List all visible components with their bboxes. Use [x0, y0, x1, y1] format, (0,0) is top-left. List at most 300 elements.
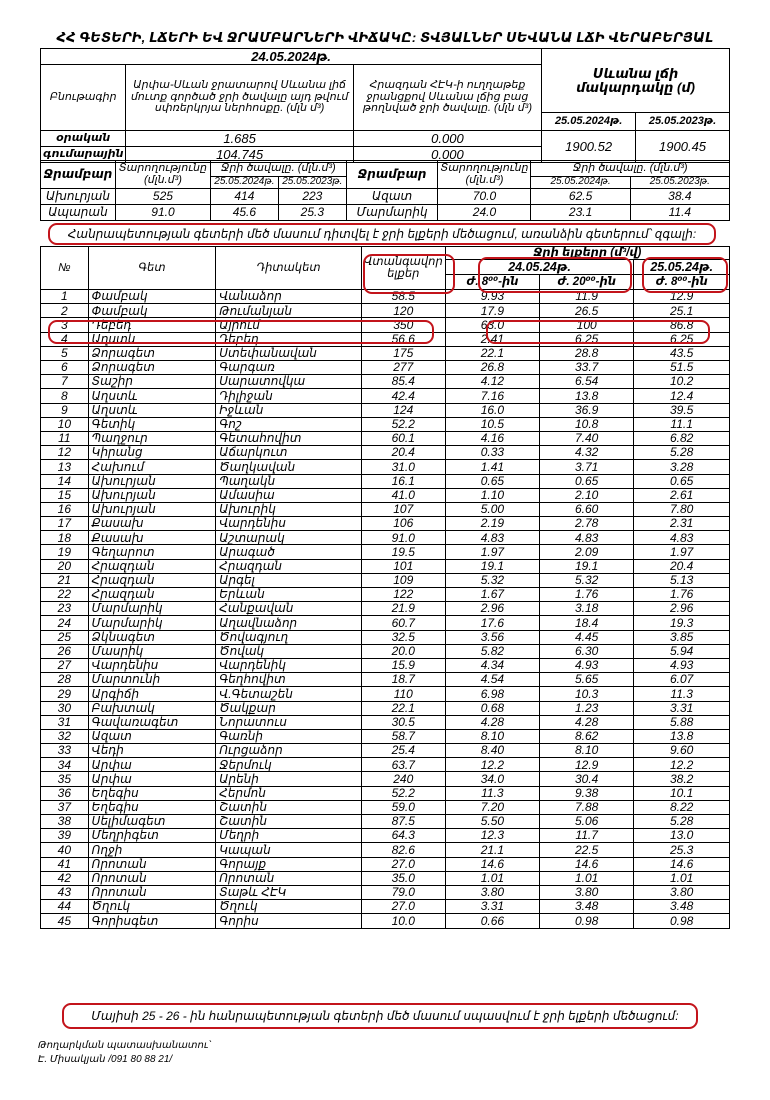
station-name: Ծակքար: [216, 701, 362, 715]
threshold-flow: 350: [361, 318, 445, 332]
river-name: Ախուրյան: [88, 474, 216, 488]
row-number: 21: [41, 573, 89, 587]
sevan-date: 24.05.2024թ.: [41, 49, 542, 65]
flow-24-morning: 6.98: [445, 687, 539, 701]
table-row: [41, 531, 730, 545]
row-cumulative-label: գումարային: [41, 147, 126, 163]
reservoir-volume-2023: 223: [278, 189, 346, 205]
flow-24-evening: 5.32: [540, 573, 634, 587]
level-date-2023: 25.05.2023թ.: [636, 113, 730, 131]
flow-25-morning: 5.88: [634, 715, 730, 729]
table-row: [41, 829, 730, 843]
threshold-flow: 109: [361, 573, 445, 587]
threshold-flow: 10.0: [361, 914, 445, 928]
flow-24-morning: 26.8: [445, 361, 539, 375]
row-number: 34: [41, 758, 89, 772]
volume-date-2023-2: 25.05.2023թ.: [630, 177, 729, 189]
table-row: [41, 687, 730, 701]
document-title: ՀՀ ԳԵՏԵՐԻ, ԼՃԵՐԻ ԵՎ ՋՐԱՄԲԱՐՆԵՐԻ ՎԻՃԱԿԸ: ՏՎՅԱԼՆԵՐ ՍԵՎԱՆԱ ԼՃԻ ՎԵՐԱԲԵՐՅԱԼ: [56, 30, 714, 45]
river-name: Որոտան: [88, 871, 216, 885]
river-name: Գորիսգետ: [88, 914, 216, 928]
table-row: [41, 545, 730, 559]
table-row: [41, 375, 730, 389]
river-name: Հրազդան: [88, 573, 216, 587]
station-name: Հանքավան: [216, 602, 362, 616]
threshold-flow: 64.3: [361, 829, 445, 843]
river-name: Հախում: [88, 460, 216, 474]
row-number: 12: [41, 446, 89, 460]
flow-25-morning: 11.3: [634, 687, 730, 701]
flow-25-morning: 38.2: [634, 772, 730, 786]
table-row: [41, 616, 730, 630]
table-row: [41, 772, 730, 786]
table-row: [41, 446, 730, 460]
threshold-flow: 175: [361, 346, 445, 360]
flow-24-evening: 4.32: [540, 446, 634, 460]
threshold-flow: 20.4: [361, 446, 445, 460]
threshold-flow: 63.7: [361, 758, 445, 772]
table-row: [41, 729, 730, 743]
row-number: 20: [41, 559, 89, 573]
reservoir-name: Ախուրյան: [41, 189, 116, 205]
flow-25-morning: 13.0: [634, 829, 730, 843]
row-number: 39: [41, 829, 89, 843]
highlight-row-3-left: [48, 320, 434, 344]
reservoir-volume-2023: 11.4: [630, 205, 729, 221]
flow-25-morning: 0.65: [634, 474, 730, 488]
highlight-row-3-right: [486, 320, 710, 344]
row-number: 8: [41, 389, 89, 403]
table-row: [41, 644, 730, 658]
river-name: Ազատ: [88, 729, 216, 743]
flow-24-morning: 10.5: [445, 417, 539, 431]
flow-24-morning: 7.20: [445, 800, 539, 814]
row-number: 10: [41, 417, 89, 431]
threshold-flow: 87.5: [361, 815, 445, 829]
river-name: Ձկնագետ: [88, 630, 216, 644]
threshold-flow: 42.4: [361, 389, 445, 403]
river-name: Տաշիր: [88, 375, 216, 389]
station-name: Գոշ: [216, 417, 362, 431]
hrazdan-cumulative: 0.000: [353, 147, 541, 163]
table-row: [41, 885, 730, 899]
highlight-note-top: [48, 223, 716, 245]
station-name: Երևան: [216, 588, 362, 602]
river-name: Գեղարոտ: [88, 545, 216, 559]
flow-24-evening: 4.83: [540, 531, 634, 545]
flow-24-evening: 6.30: [540, 644, 634, 658]
flow-time-1: ժ. 8⁰⁰-ին: [445, 275, 539, 290]
river-name: Արգիճի: [88, 687, 216, 701]
station-name: Տաթև ՀԷԿ: [216, 885, 362, 899]
flow-25-morning: 51.5: [634, 361, 730, 375]
river-name: Սելիմագետ: [88, 815, 216, 829]
river-name: Դեբեդ: [88, 318, 216, 332]
station-name: Ծովակ: [216, 644, 362, 658]
volume-header-2: Ջրի ծավալը. (մլն.մ³): [531, 161, 730, 177]
reservoir-capacity: 70.0: [438, 189, 531, 205]
flow-25-morning: 10.2: [634, 375, 730, 389]
flow-24-evening: 13.8: [540, 389, 634, 403]
station-name: Հրազդան: [216, 559, 362, 573]
table-row: [41, 417, 730, 431]
flow-24-evening: 8.10: [540, 744, 634, 758]
flow-24-morning: 63.0: [445, 318, 539, 332]
river-name: Որոտան: [88, 857, 216, 871]
sevan-level-2023: 1900.45: [636, 131, 730, 163]
reservoir-volume-2024: 414: [210, 189, 278, 205]
footer-responsible-label: Թողարկման պատասխանատու՝: [38, 1040, 211, 1051]
table-row: [41, 715, 730, 729]
flow-date-2: 25.05.24թ.: [634, 260, 730, 275]
river-name: Մարմարիկ: [88, 616, 216, 630]
row-number: 35: [41, 772, 89, 786]
flow-24-evening: 6.54: [540, 375, 634, 389]
table-row: [41, 843, 730, 857]
station-name: Որոտան: [216, 871, 362, 885]
flow-24-evening: 2.78: [540, 517, 634, 531]
flow-24-evening: 1.01: [540, 871, 634, 885]
threshold-flow: 58.5: [361, 290, 445, 304]
threshold-flow: 110: [361, 687, 445, 701]
river-name: Փամբակ: [88, 304, 216, 318]
flow-date-1: 24.05.24թ.: [445, 260, 634, 275]
flow-25-morning: 25.3: [634, 843, 730, 857]
flow-24-evening: 22.5: [540, 843, 634, 857]
threshold-flow: 30.5: [361, 715, 445, 729]
flow-25-morning: 12.2: [634, 758, 730, 772]
threshold-flow: 60.1: [361, 431, 445, 445]
rivers-table: [40, 246, 730, 929]
volume-date-2023-1: 25.05.2023թ.: [278, 177, 346, 189]
station-name: Սարատովկա: [216, 375, 362, 389]
flow-24-evening: 28.8: [540, 346, 634, 360]
col-river-header: Գետ: [88, 247, 216, 290]
row-number: 24: [41, 616, 89, 630]
flow-24-morning: 9.93: [445, 290, 539, 304]
station-name: Ծղուկ: [216, 900, 362, 914]
reservoir-volume-2023: 38.4: [630, 189, 729, 205]
row-number: 37: [41, 800, 89, 814]
station-name: Աշտարակ: [216, 531, 362, 545]
station-name: Նորատուս: [216, 715, 362, 729]
flow-25-morning: 5.94: [634, 644, 730, 658]
flow-25-morning: 6.07: [634, 673, 730, 687]
table-row: [41, 914, 730, 928]
flow-time-3: ժ. 8⁰⁰-ին: [634, 275, 730, 290]
flow-25-morning: 9.60: [634, 744, 730, 758]
row-number: 7: [41, 375, 89, 389]
station-name: Արագած: [216, 545, 362, 559]
table-row: [41, 488, 730, 502]
river-name: Փամբակ: [88, 290, 216, 304]
table-row: [41, 389, 730, 403]
flow-24-morning: 2.19: [445, 517, 539, 531]
flow-24-morning: 14.6: [445, 857, 539, 871]
volume-header-1: Ջրի ծավալը. (մլն.մ³): [210, 161, 346, 177]
table-row: [41, 673, 730, 687]
volume-date-2024-1: 25.05.2024թ.: [210, 177, 278, 189]
hrazdan-header: Հրազդան ՀԷԿ-ի ուղղաթեք ջրանցքով Սևանա լճից բաց թողնված ջրի ծավալը. (մլն մ³): [353, 65, 541, 131]
river-name: Հրազդան: [88, 588, 216, 602]
threshold-flow: 240: [361, 772, 445, 786]
flow-25-morning: 12.4: [634, 389, 730, 403]
table-row: [41, 815, 730, 829]
flow-25-morning: 10.1: [634, 786, 730, 800]
flow-24-evening: 11.9: [540, 290, 634, 304]
flow-24-evening: 7.88: [540, 800, 634, 814]
row-number: 30: [41, 701, 89, 715]
river-name: Գետիկ: [88, 417, 216, 431]
river-name: Պաղջուր: [88, 431, 216, 445]
station-name: Գառնի: [216, 729, 362, 743]
reservoir-volume-2024: 23.1: [531, 205, 630, 221]
highlight-threshold-header: [363, 254, 455, 294]
hrazdan-daily: 0.000: [353, 131, 541, 147]
flow-24-evening: 10.8: [540, 417, 634, 431]
row-number: 5: [41, 346, 89, 360]
station-name: Գորիս: [216, 914, 362, 928]
table-row: [41, 602, 730, 616]
table-row: [41, 361, 730, 375]
station-name: Վանաձոր: [216, 290, 362, 304]
flow-24-evening: 0.98: [540, 914, 634, 928]
threshold-flow: 27.0: [361, 900, 445, 914]
reservoir-name: Մարմարիկ: [346, 205, 438, 221]
threshold-flow: 52.2: [361, 417, 445, 431]
flow-24-evening: 6.25: [540, 332, 634, 346]
flow-24-morning: 4.83: [445, 531, 539, 545]
threshold-flow: 122: [361, 588, 445, 602]
flow-25-morning: 3.48: [634, 900, 730, 914]
flow-25-morning: 14.6: [634, 857, 730, 871]
flow-24-morning: 4.12: [445, 375, 539, 389]
reservoir-volume-2024: 62.5: [531, 189, 630, 205]
flow-24-evening: 14.6: [540, 857, 634, 871]
table-row: [41, 758, 730, 772]
reservoir-capacity: 525: [115, 189, 210, 205]
row-number: 26: [41, 644, 89, 658]
row-number: 28: [41, 673, 89, 687]
station-name: Կապան: [216, 843, 362, 857]
threshold-flow: 277: [361, 361, 445, 375]
flow-24-evening: 10.3: [540, 687, 634, 701]
flow-time-2: ժ. 20⁰⁰-ին: [540, 275, 634, 290]
reservoir-header-2: Ջրամբար: [346, 161, 438, 189]
threshold-flow: 19.5: [361, 545, 445, 559]
threshold-flow: 60.7: [361, 616, 445, 630]
river-name: Կիրանց: [88, 446, 216, 460]
threshold-flow: 16.1: [361, 474, 445, 488]
threshold-flow: 52.2: [361, 786, 445, 800]
flow-25-morning: 6.25: [634, 332, 730, 346]
flow-25-morning: 7.80: [634, 502, 730, 516]
river-name: Արփա: [88, 772, 216, 786]
river-name: Եղեգիս: [88, 786, 216, 800]
flow-24-evening: 1.76: [540, 588, 634, 602]
flow-24-morning: 4.28: [445, 715, 539, 729]
flow-25-morning: 43.5: [634, 346, 730, 360]
flow-25-morning: 19.3: [634, 616, 730, 630]
threshold-flow: 21.9: [361, 602, 445, 616]
row-number: 32: [41, 729, 89, 743]
note-top: Հանրապետության գետերի մեծ մասում դիտվել է ջրի ելքերի մեծացում, առանձին գետերում՝ զգալի:: [67, 227, 697, 241]
river-name: Մասրիկ: [88, 644, 216, 658]
flow-24-morning: 3.80: [445, 885, 539, 899]
flow-24-morning: 3.31: [445, 900, 539, 914]
river-name: Ծղուկ: [88, 900, 216, 914]
threshold-flow: 56.6: [361, 332, 445, 346]
row-number: 42: [41, 871, 89, 885]
station-name: Գետահովիտ: [216, 431, 362, 445]
capacity-header-1: Տարողությունը (մլն.մ³): [115, 161, 210, 189]
river-name: Քասախ: [88, 531, 216, 545]
river-rows: [41, 290, 730, 928]
table-row: [41, 573, 730, 587]
station-name: Ախուրիկ: [216, 502, 362, 516]
flow-24-morning: 0.33: [445, 446, 539, 460]
arpa-cumulative: 104.745: [126, 147, 353, 163]
flow-25-morning: 1.76: [634, 588, 730, 602]
flow-24-evening: 12.9: [540, 758, 634, 772]
reservoir-name: Ապարան: [41, 205, 116, 221]
station-name: Թումանյան: [216, 304, 362, 318]
station-name: Մեղրի: [216, 829, 362, 843]
threshold-flow: 35.0: [361, 871, 445, 885]
flow-25-morning: 1.01: [634, 871, 730, 885]
station-name: Արգել: [216, 573, 362, 587]
flow-24-evening: 8.62: [540, 729, 634, 743]
col-threshold-header: Վտանգավոր ելքեր: [361, 247, 445, 290]
threshold-flow: 82.6: [361, 843, 445, 857]
station-name: Ջերմուկ: [216, 758, 362, 772]
station-name: Ուրցաձոր: [216, 744, 362, 758]
flow-25-morning: 3.28: [634, 460, 730, 474]
row-number: 40: [41, 843, 89, 857]
threshold-flow: 25.4: [361, 744, 445, 758]
station-name: Վարդենիս: [216, 517, 362, 531]
row-number: 36: [41, 786, 89, 800]
station-name: Իջևան: [216, 403, 362, 417]
station-name: Դիլիջան: [216, 389, 362, 403]
row-number: 25: [41, 630, 89, 644]
flow-24-morning: 4.34: [445, 658, 539, 672]
river-name: Որոտան: [88, 885, 216, 899]
river-name: Գավառագետ: [88, 715, 216, 729]
row-number: 19: [41, 545, 89, 559]
flow-24-morning: 19.1: [445, 559, 539, 573]
reservoir-header-1: Ջրամբար: [41, 161, 116, 189]
station-name: Ստեփանավան: [216, 346, 362, 360]
row-number: 18: [41, 531, 89, 545]
table-row: [41, 304, 730, 318]
river-name: Հրազդան: [88, 559, 216, 573]
river-name: Ձորագետ: [88, 346, 216, 360]
table-row: [41, 588, 730, 602]
flow-25-morning: 6.82: [634, 431, 730, 445]
station-name: Գարգառ: [216, 361, 362, 375]
row-number: 11: [41, 431, 89, 445]
station-name: Շատին: [216, 815, 362, 829]
flow-24-morning: 0.65: [445, 474, 539, 488]
indicator-header: Բնութագիր: [41, 65, 126, 131]
flow-24-evening: 3.71: [540, 460, 634, 474]
river-name: Աղստև: [88, 403, 216, 417]
flow-24-morning: 8.10: [445, 729, 539, 743]
row-number: 33: [41, 744, 89, 758]
flow-24-morning: 0.66: [445, 914, 539, 928]
row-number: 1: [41, 290, 89, 304]
row-number: 44: [41, 900, 89, 914]
station-name: Ծաղկավան: [216, 460, 362, 474]
flow-25-morning: 3.80: [634, 885, 730, 899]
river-name: Վարդենիս: [88, 658, 216, 672]
flow-24-evening: 3.48: [540, 900, 634, 914]
reservoir-name: Ազատ: [346, 189, 438, 205]
table-row: [41, 630, 730, 644]
flow-25-morning: 3.31: [634, 701, 730, 715]
row-number: 4: [41, 332, 89, 346]
flow-24-morning: 5.82: [445, 644, 539, 658]
flow-24-morning: 22.1: [445, 346, 539, 360]
row-number: 15: [41, 488, 89, 502]
table-row: [41, 857, 730, 871]
col-flow-header: Ջրի ելքերը (մ³/վ): [445, 247, 729, 260]
threshold-flow: 59.0: [361, 800, 445, 814]
station-name: Ծովագյուղ: [216, 630, 362, 644]
threshold-flow: 91.0: [361, 531, 445, 545]
station-name: Այրում: [216, 318, 362, 332]
station-name: Շատին: [216, 800, 362, 814]
flow-25-morning: 2.61: [634, 488, 730, 502]
station-name: Ամասիա: [216, 488, 362, 502]
threshold-flow: 101: [361, 559, 445, 573]
threshold-flow: 15.9: [361, 658, 445, 672]
threshold-flow: 79.0: [361, 885, 445, 899]
reservoir-capacity: 24.0: [438, 205, 531, 221]
row-number: 23: [41, 602, 89, 616]
flow-25-morning: 86.8: [634, 318, 730, 332]
flow-24-morning: 21.1: [445, 843, 539, 857]
sevan-level-2024: 1900.52: [542, 131, 636, 163]
flow-25-morning: 2.31: [634, 517, 730, 531]
flow-25-morning: 13.8: [634, 729, 730, 743]
flow-25-morning: 5.28: [634, 815, 730, 829]
flow-24-evening: 5.06: [540, 815, 634, 829]
table-row: [41, 517, 730, 531]
flow-24-morning: 2.96: [445, 602, 539, 616]
reservoir-volume-2023: 25.3: [278, 205, 346, 221]
flow-24-morning: 11.3: [445, 786, 539, 800]
station-name: Աճարկուտ: [216, 446, 362, 460]
threshold-flow: 27.0: [361, 857, 445, 871]
table-row: [41, 474, 730, 488]
highlight-date-1: [478, 257, 632, 293]
row-daily-label: օրական: [41, 131, 126, 147]
row-number: 29: [41, 687, 89, 701]
flow-24-morning: 16.0: [445, 403, 539, 417]
flow-24-evening: 3.18: [540, 602, 634, 616]
sevan-table: [40, 48, 730, 163]
river-name: Ախուրյան: [88, 502, 216, 516]
flow-24-morning: 5.32: [445, 573, 539, 587]
station-name: Դեբեդ: [216, 332, 362, 346]
flow-24-morning: 12.2: [445, 758, 539, 772]
threshold-flow: 106: [361, 517, 445, 531]
flow-24-evening: 11.7: [540, 829, 634, 843]
flow-25-morning: 25.1: [634, 304, 730, 318]
flow-24-morning: 7.16: [445, 389, 539, 403]
